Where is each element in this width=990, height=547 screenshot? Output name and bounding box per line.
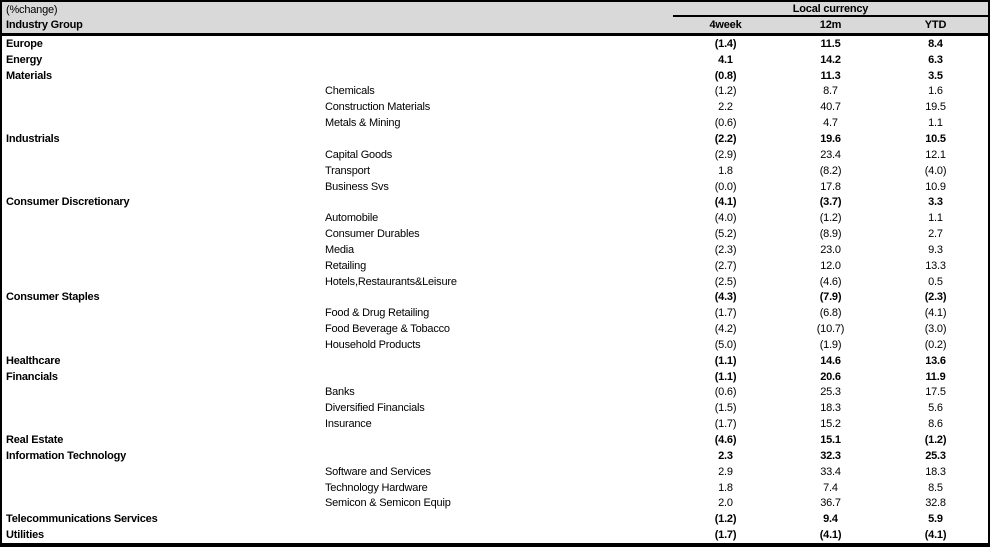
ytd-value: (3.0) [924, 323, 947, 336]
ytd-value: (4.1) [924, 529, 947, 542]
12m-value: (1.9) [819, 338, 842, 351]
industry-label: Business Svs [325, 180, 389, 193]
column-header-ytd: YTD [924, 19, 947, 31]
table-row [2, 337, 988, 353]
ytd-value: (2.3) [924, 291, 947, 304]
industry-label: Banks [325, 386, 355, 399]
4week-value: (1.4) [714, 37, 737, 50]
ytd-value: 12.1 [925, 148, 946, 161]
ytd-value: 9.3 [928, 243, 943, 256]
12m-value: 17.8 [820, 180, 841, 193]
industry-label: Diversified Financials [325, 402, 425, 415]
4week-value: (0.6) [714, 386, 737, 399]
industry-label: Software and Services [325, 465, 431, 478]
ytd-value: 11.9 [925, 370, 946, 383]
ytd-value: 32.8 [925, 497, 946, 510]
ytd-value: 10.5 [925, 132, 946, 145]
ytd-value: 10.9 [925, 180, 946, 193]
table-row [2, 147, 988, 163]
4week-value: (5.2) [714, 228, 737, 241]
ytd-value: 13.3 [925, 259, 946, 272]
4week-value: (1.2) [714, 513, 737, 526]
table-row [2, 99, 988, 115]
table-row [2, 416, 988, 432]
ytd-value: 6.3 [928, 53, 943, 66]
ytd-value: (4.0) [924, 164, 947, 177]
industry-label: Europe [6, 37, 43, 50]
ytd-value: 17.5 [925, 386, 946, 399]
ytd-value: 1.1 [928, 117, 943, 130]
industry-label: Healthcare [6, 354, 61, 367]
table-row [2, 369, 988, 385]
table-row [2, 321, 988, 337]
ytd-value: 3.5 [928, 69, 943, 82]
4week-value: (4.1) [714, 196, 737, 209]
column-header-12m: 12m [819, 19, 842, 31]
ytd-value: 1.1 [928, 212, 943, 225]
4week-value: (2.5) [714, 275, 737, 288]
4week-value: (2.9) [714, 148, 737, 161]
12m-value: 23.4 [820, 148, 841, 161]
12m-value: 36.7 [820, 497, 841, 510]
table-header-row-columns [2, 17, 988, 36]
12m-value: 23.0 [820, 243, 841, 256]
12m-value: 40.7 [820, 101, 841, 114]
industry-label: Energy [6, 53, 43, 66]
industry-label: Construction Materials [325, 101, 431, 114]
4week-value: 1.8 [718, 164, 733, 177]
4week-value: (4.3) [714, 291, 737, 304]
table-row [2, 52, 988, 68]
4week-value: (1.1) [714, 354, 737, 367]
industry-label: Chemicals [325, 85, 375, 98]
industry-label: Technology Hardware [325, 481, 428, 494]
table-row [2, 194, 988, 210]
percent-change-label: (%change) [6, 3, 58, 16]
industry-label: Insurance [325, 418, 372, 431]
industry-label: Telecommunications Services [6, 513, 158, 526]
ytd-value: 8.4 [928, 37, 943, 50]
table-row [2, 115, 988, 131]
column-header-4week: 4week [709, 19, 742, 31]
4week-value: (1.2) [714, 85, 737, 98]
table-row [2, 511, 988, 527]
industry-label: Semicon & Semicon Equip [325, 497, 451, 510]
ytd-value: 3.3 [928, 196, 943, 209]
table-body [2, 36, 988, 543]
ytd-value: (1.2) [924, 434, 947, 447]
12m-value: 32.3 [820, 449, 841, 462]
12m-value: (1.2) [819, 212, 842, 225]
ytd-value: 13.6 [925, 354, 946, 367]
industry-label: Industrials [6, 132, 60, 145]
12m-value: 12.0 [820, 259, 841, 272]
ytd-value: 5.6 [928, 402, 943, 415]
table-row [2, 432, 988, 448]
12m-value: 25.3 [820, 386, 841, 399]
12m-value: 14.2 [820, 53, 841, 66]
ytd-value: (4.1) [924, 307, 947, 320]
table-row [2, 274, 988, 290]
industry-label: Real Estate [6, 434, 64, 447]
4week-value: (4.2) [714, 323, 737, 336]
industry-label: Automobile [325, 212, 379, 225]
12m-value: (4.6) [819, 275, 842, 288]
industry-group-column-header: Industry Group [6, 19, 83, 31]
12m-value: (4.1) [819, 529, 842, 542]
12m-value: (7.9) [819, 291, 842, 304]
industry-label: Food Beverage & Tobacco [325, 323, 450, 336]
4week-value: (4.6) [714, 434, 737, 447]
ytd-value: 5.9 [928, 513, 943, 526]
table-row [2, 305, 988, 321]
table-row [2, 527, 988, 543]
12m-value: 20.6 [820, 370, 841, 383]
table-row [2, 480, 988, 496]
table-row [2, 84, 988, 100]
table-row [2, 290, 988, 306]
industry-label: Retailing [325, 259, 367, 272]
4week-value: (0.0) [714, 180, 737, 193]
table-row [2, 353, 988, 369]
table-row [2, 448, 988, 464]
12m-value: 11.5 [820, 37, 841, 50]
industry-label: Capital Goods [325, 148, 393, 161]
table-row [2, 495, 988, 511]
4week-value: 2.9 [718, 465, 733, 478]
table-row [2, 36, 988, 52]
industry-label: Information Technology [6, 449, 127, 462]
12m-value: (3.7) [819, 196, 842, 209]
12m-value: (8.9) [819, 228, 842, 241]
industry-label: Utilities [6, 529, 44, 542]
12m-value: 7.4 [823, 481, 838, 494]
12m-value: 19.6 [820, 132, 841, 145]
table-row [2, 385, 988, 401]
table-row [2, 68, 988, 84]
table-header-row-currency [2, 2, 988, 17]
industry-label: Consumer Staples [6, 291, 100, 304]
industry-label: Transport [325, 164, 370, 177]
table-row [2, 163, 988, 179]
table-row [2, 258, 988, 274]
12m-value: (6.8) [819, 307, 842, 320]
ytd-value: (0.2) [924, 338, 947, 351]
industry-label: Food & Drug Retailing [325, 307, 430, 320]
12m-value: 14.6 [820, 354, 841, 367]
table-row [2, 400, 988, 416]
4week-value: 2.0 [718, 497, 733, 510]
ytd-value: 25.3 [925, 449, 946, 462]
12m-value: 18.3 [820, 402, 841, 415]
4week-value: (1.1) [714, 370, 737, 383]
4week-value: (1.5) [714, 402, 737, 415]
ytd-value: 0.5 [928, 275, 943, 288]
4week-value: (1.7) [714, 307, 737, 320]
4week-value: (0.8) [714, 69, 737, 82]
4week-value: (2.7) [714, 259, 737, 272]
ytd-value: 8.5 [928, 481, 943, 494]
12m-value: (10.7) [816, 323, 845, 336]
4week-value: (1.7) [714, 418, 737, 431]
12m-value: 15.2 [820, 418, 841, 431]
12m-value: (8.2) [819, 164, 842, 177]
industry-label: Media [325, 243, 354, 256]
12m-value: 15.1 [820, 434, 841, 447]
industry-label: Consumer Discretionary [6, 196, 130, 209]
industry-label: Hotels,Restaurants&Leisure [325, 275, 457, 288]
4week-value: (2.2) [714, 132, 737, 145]
4week-value: 2.3 [718, 449, 733, 462]
12m-value: 8.7 [823, 85, 838, 98]
industry-label: Materials [6, 69, 52, 82]
ytd-value: 8.6 [928, 418, 943, 431]
table-row [2, 131, 988, 147]
12m-value: 9.4 [823, 513, 838, 526]
4week-value: (2.3) [714, 243, 737, 256]
industry-label: Household Products [325, 338, 421, 351]
4week-value: (1.7) [714, 529, 737, 542]
local-currency-group-header: Local currency [673, 2, 988, 17]
ytd-value: 1.6 [928, 85, 943, 98]
table-row [2, 179, 988, 195]
table-row [2, 226, 988, 242]
4week-value: (0.6) [714, 117, 737, 130]
industry-label: Financials [6, 370, 58, 383]
industry-label: Consumer Durables [325, 228, 420, 241]
4week-value: (5.0) [714, 338, 737, 351]
4week-value: 2.2 [718, 101, 733, 114]
4week-value: 1.8 [718, 481, 733, 494]
table-row [2, 210, 988, 226]
ytd-value: 18.3 [925, 465, 946, 478]
industry-label: Metals & Mining [325, 117, 401, 130]
12m-value: 11.3 [820, 69, 841, 82]
4week-value: (4.0) [714, 212, 737, 225]
table-row [2, 242, 988, 258]
table-row [2, 464, 988, 480]
ytd-value: 2.7 [928, 228, 943, 241]
4week-value: 4.1 [718, 53, 733, 66]
ytd-value: 19.5 [925, 101, 946, 114]
12m-value: 33.4 [820, 465, 841, 478]
12m-value: 4.7 [823, 117, 838, 130]
